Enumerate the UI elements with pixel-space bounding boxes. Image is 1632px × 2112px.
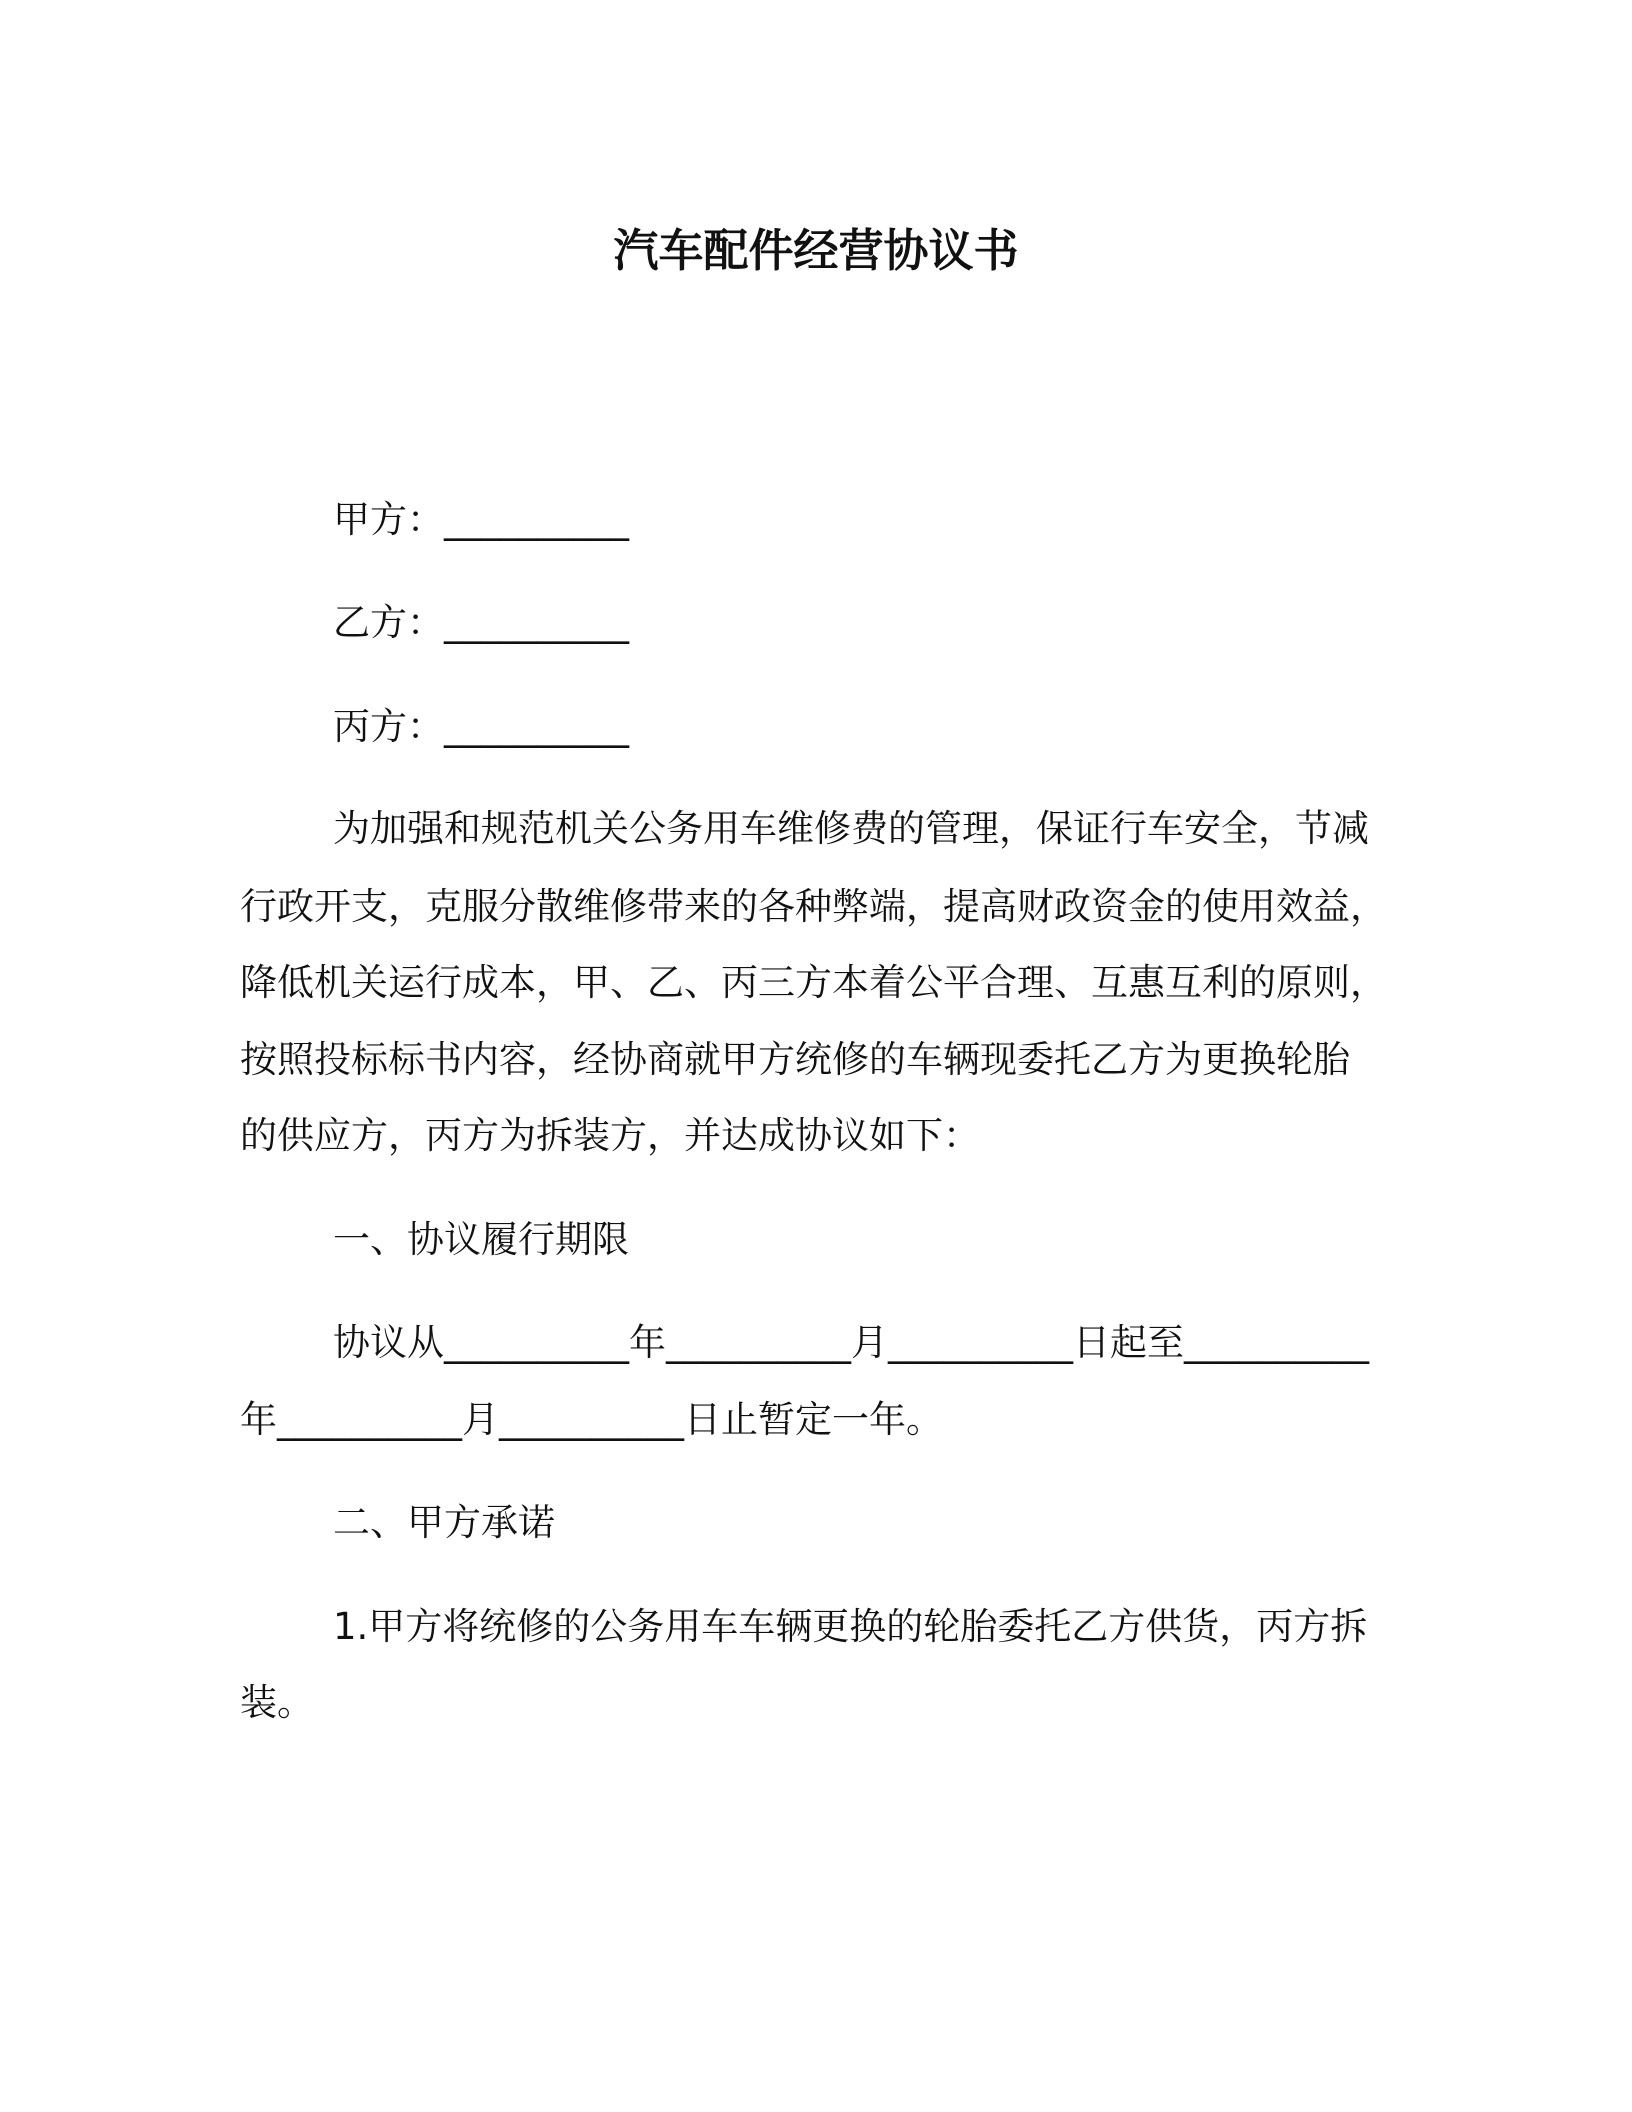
section-2-text-line: 装。	[240, 1681, 314, 1724]
document-title: 汽车配件经营协议书	[613, 224, 1019, 277]
party-a-line: 甲方：__________	[333, 498, 629, 541]
section-1-heading: 一、协议履行期限	[333, 1218, 629, 1261]
party-c-line: 丙方：__________	[333, 705, 629, 748]
section-1-text-line: 协议从__________年__________月__________日起至__________	[333, 1321, 1369, 1364]
intro-paragraph-line: 为加强和规范机关公务用车维修费的管理，保证行车安全，节减	[333, 807, 1369, 850]
intro-paragraph-line: 降低机关运行成本，甲、乙、丙三方本着公平合理、互惠互利的原则，	[240, 961, 1387, 1004]
section-2-heading: 二、甲方承诺	[333, 1501, 555, 1544]
party-b-line: 乙方：__________	[333, 601, 629, 644]
intro-paragraph-line: 行政开支，克服分散维修带来的各种弊端，提高财政资金的使用效益，	[240, 885, 1387, 928]
intro-paragraph-line: 按照投标标书内容，经协商就甲方统修的车辆现委托乙方为更换轮胎	[240, 1038, 1350, 1081]
section-2-text-line: 1.甲方将统修的公务用车车辆更换的轮胎委托乙方供货，丙方拆	[333, 1605, 1368, 1648]
section-1-text-line: 年__________月__________日止暂定一年。	[240, 1398, 943, 1441]
intro-paragraph-line: 的供应方，丙方为拆装方，并达成协议如下：	[240, 1114, 980, 1157]
